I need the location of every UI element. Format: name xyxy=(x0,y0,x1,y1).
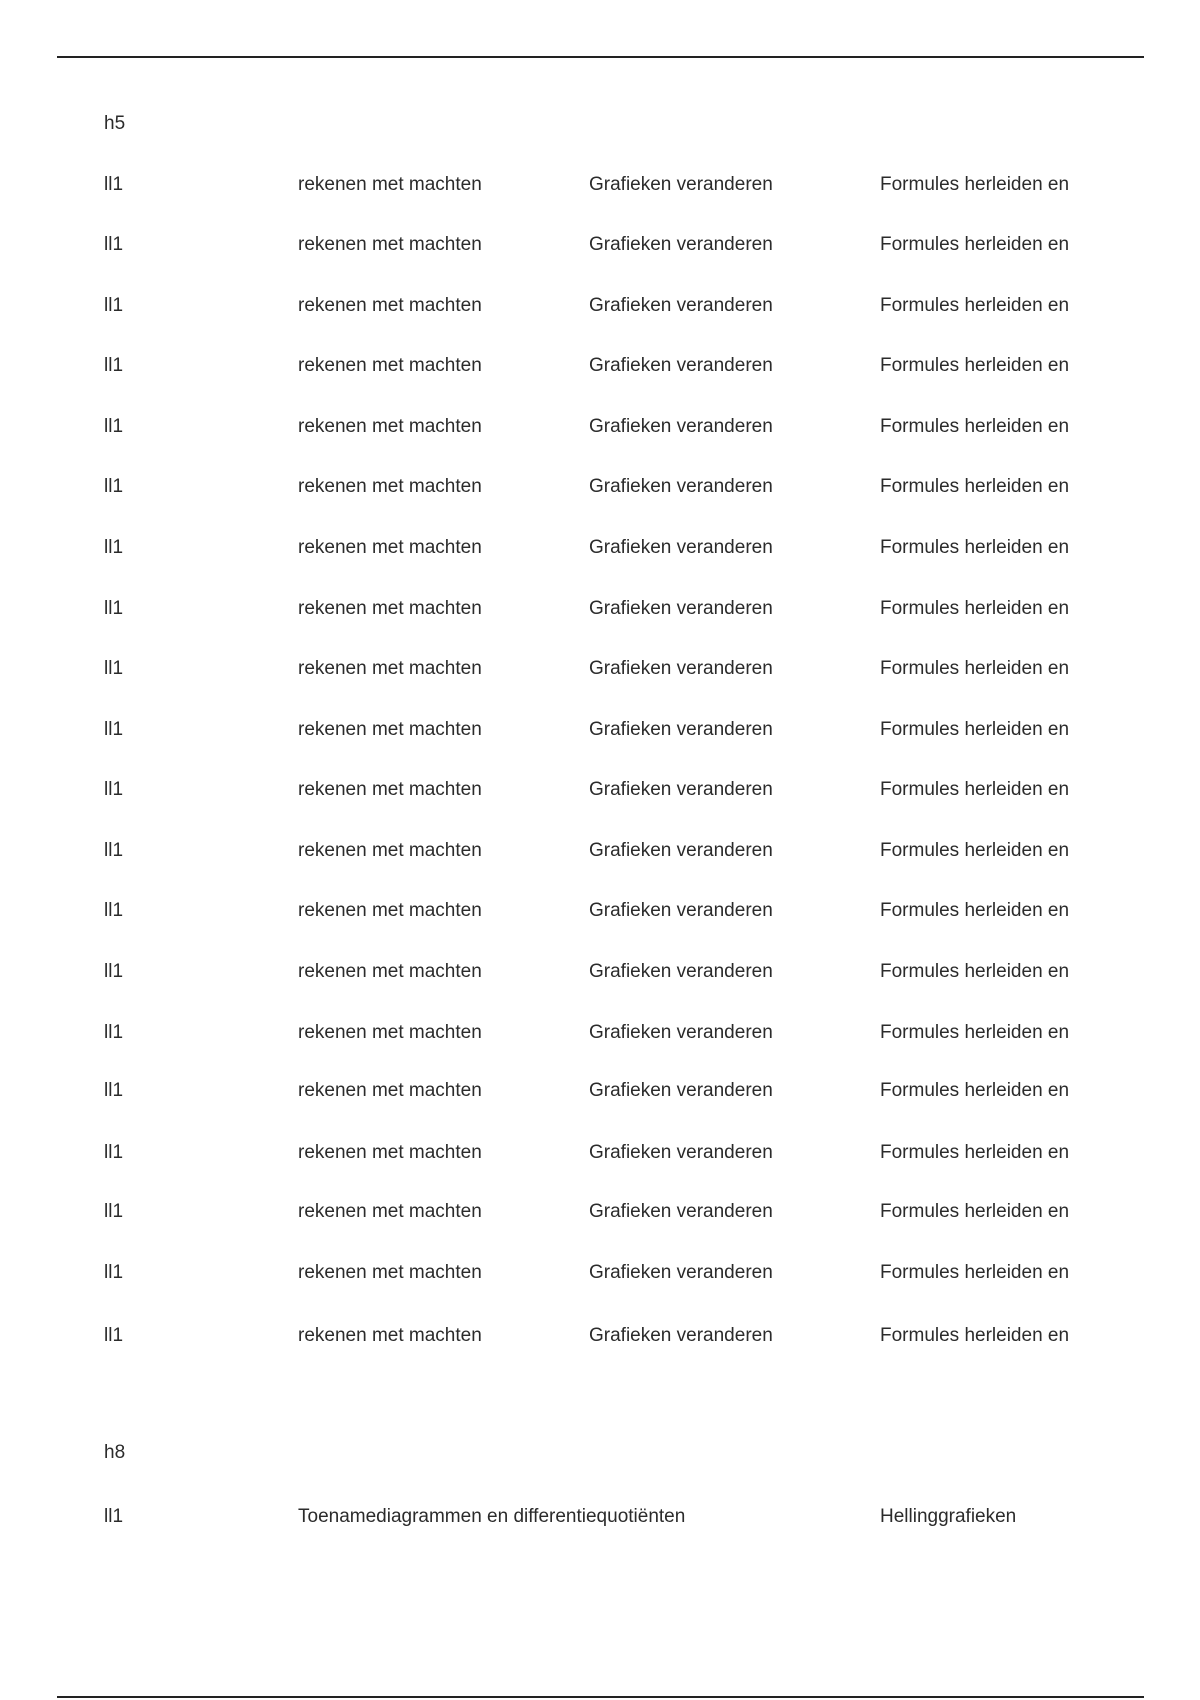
table-row xyxy=(0,960,1200,984)
topic-cell: Grafieken veranderen xyxy=(589,476,773,497)
level-cell: ll1 xyxy=(104,174,124,195)
topic-cell: Grafieken veranderen xyxy=(589,840,773,861)
topic-cell: rekenen met machten xyxy=(298,900,482,921)
topic-cell: rekenen met machten xyxy=(298,1325,482,1346)
section-heading: h8 xyxy=(104,1442,126,1463)
topic-cell: rekenen met machten xyxy=(298,1080,482,1101)
topic-cell: Formules herleiden en xyxy=(880,1201,1070,1222)
topic-cell: Formules herleiden en xyxy=(880,174,1070,195)
topic-cell: Formules herleiden en xyxy=(880,476,1070,497)
table-row xyxy=(0,1200,1200,1224)
topic-cell: Grafieken veranderen xyxy=(589,234,773,255)
table-row xyxy=(0,899,1200,923)
topic-cell: Formules herleiden en xyxy=(880,1080,1070,1101)
topic-cell: rekenen met machten xyxy=(298,779,482,800)
topic-cell: rekenen met machten xyxy=(298,1142,482,1163)
level-cell: ll1 xyxy=(104,719,124,740)
topic-cell: Formules herleiden en xyxy=(880,295,1070,316)
level-cell: ll1 xyxy=(104,961,124,982)
table-row xyxy=(0,839,1200,863)
topic-cell: Grafieken veranderen xyxy=(589,598,773,619)
level-cell: ll1 xyxy=(104,537,124,558)
level-cell: ll1 xyxy=(104,476,124,497)
topic-cell: rekenen met machten xyxy=(298,416,482,437)
section-heading: h5 xyxy=(104,113,126,134)
level-cell: ll1 xyxy=(104,1022,124,1043)
topic-cell: Formules herleiden en xyxy=(880,355,1070,376)
topic-cell: rekenen met machten xyxy=(298,961,482,982)
topic-cell: Formules herleiden en xyxy=(880,1142,1070,1163)
level-cell: ll1 xyxy=(104,416,124,437)
topic-cell: Grafieken veranderen xyxy=(589,537,773,558)
table-row xyxy=(0,354,1200,378)
level-cell: ll1 xyxy=(104,1080,124,1101)
level-cell: ll1 xyxy=(104,900,124,921)
level-cell: ll1 xyxy=(104,598,124,619)
table-row xyxy=(0,1261,1200,1285)
table-row xyxy=(0,1021,1200,1045)
table-row xyxy=(0,657,1200,681)
level-cell: ll1 xyxy=(104,355,124,376)
topic-cell: rekenen met machten xyxy=(298,658,482,679)
topic-cell: Grafieken veranderen xyxy=(589,416,773,437)
topic-cell: Grafieken veranderen xyxy=(589,355,773,376)
topic-cell: Grafieken veranderen xyxy=(589,658,773,679)
level-cell: ll1 xyxy=(104,234,124,255)
topic-cell: Formules herleiden en xyxy=(880,1022,1070,1043)
level-cell: ll1 xyxy=(104,295,124,316)
level-cell: ll1 xyxy=(104,779,124,800)
table-row xyxy=(0,1079,1200,1103)
table-row xyxy=(0,536,1200,560)
table-row xyxy=(0,1324,1200,1348)
topic-cell: rekenen met machten xyxy=(298,295,482,316)
table-row xyxy=(0,415,1200,439)
table-row xyxy=(0,1141,1200,1165)
topic-cell: Formules herleiden en xyxy=(880,779,1070,800)
top-rule xyxy=(57,56,1144,58)
topic-cell: Formules herleiden en xyxy=(880,900,1070,921)
topic-cell: rekenen met machten xyxy=(298,234,482,255)
topic-cell: Formules herleiden en xyxy=(880,598,1070,619)
topic-cell: Grafieken veranderen xyxy=(589,961,773,982)
topic-cell: Grafieken veranderen xyxy=(589,1142,773,1163)
topic-cell: Grafieken veranderen xyxy=(589,1262,773,1283)
table-row xyxy=(0,597,1200,621)
topic-cell: rekenen met machten xyxy=(298,719,482,740)
table-row xyxy=(0,294,1200,318)
topic-cell: rekenen met machten xyxy=(298,598,482,619)
topic-cell: Grafieken veranderen xyxy=(589,295,773,316)
level-cell: ll1 xyxy=(104,1201,124,1222)
level-cell: ll1 xyxy=(104,1506,124,1527)
topic-cell: rekenen met machten xyxy=(298,355,482,376)
topic-cell: rekenen met machten xyxy=(298,1201,482,1222)
level-cell: ll1 xyxy=(104,1142,124,1163)
level-cell: ll1 xyxy=(104,1262,124,1283)
topic-cell: rekenen met machten xyxy=(298,840,482,861)
topic-cell: Formules herleiden en xyxy=(880,840,1070,861)
topic-cell: Toenamediagrammen en differentiequotiënten xyxy=(298,1506,686,1527)
topic-cell: rekenen met machten xyxy=(298,174,482,195)
topic-cell: Grafieken veranderen xyxy=(589,719,773,740)
topic-cell: Formules herleiden en xyxy=(880,234,1070,255)
level-cell: ll1 xyxy=(104,1325,124,1346)
level-cell: ll1 xyxy=(104,840,124,861)
topic-cell: Formules herleiden en xyxy=(880,1262,1070,1283)
table-row xyxy=(0,233,1200,257)
topic-cell: rekenen met machten xyxy=(298,537,482,558)
topic-cell: Grafieken veranderen xyxy=(589,1022,773,1043)
topic-cell: Grafieken veranderen xyxy=(589,1080,773,1101)
topic-cell: Formules herleiden en xyxy=(880,1325,1070,1346)
table-row xyxy=(0,1505,1200,1529)
topic-cell: Formules herleiden en xyxy=(880,537,1070,558)
topic-cell: Grafieken veranderen xyxy=(589,1201,773,1222)
topic-cell: Formules herleiden en xyxy=(880,719,1070,740)
topic-cell: Grafieken veranderen xyxy=(589,174,773,195)
topic-cell: rekenen met machten xyxy=(298,1022,482,1043)
topic-cell: Grafieken veranderen xyxy=(589,900,773,921)
table-row xyxy=(0,173,1200,197)
topic-cell: Formules herleiden en xyxy=(880,416,1070,437)
topic-cell: Formules herleiden en xyxy=(880,961,1070,982)
level-cell: ll1 xyxy=(104,658,124,679)
topic-cell: Formules herleiden en xyxy=(880,658,1070,679)
topic-cell: rekenen met machten xyxy=(298,1262,482,1283)
bottom-rule xyxy=(57,1696,1144,1698)
table-row xyxy=(0,475,1200,499)
topic-cell: rekenen met machten xyxy=(298,476,482,497)
topic-cell: Hellinggrafieken xyxy=(880,1506,1017,1527)
topic-cell: Grafieken veranderen xyxy=(589,1325,773,1346)
topic-cell: Grafieken veranderen xyxy=(589,779,773,800)
table-row xyxy=(0,778,1200,802)
table-row xyxy=(0,718,1200,742)
